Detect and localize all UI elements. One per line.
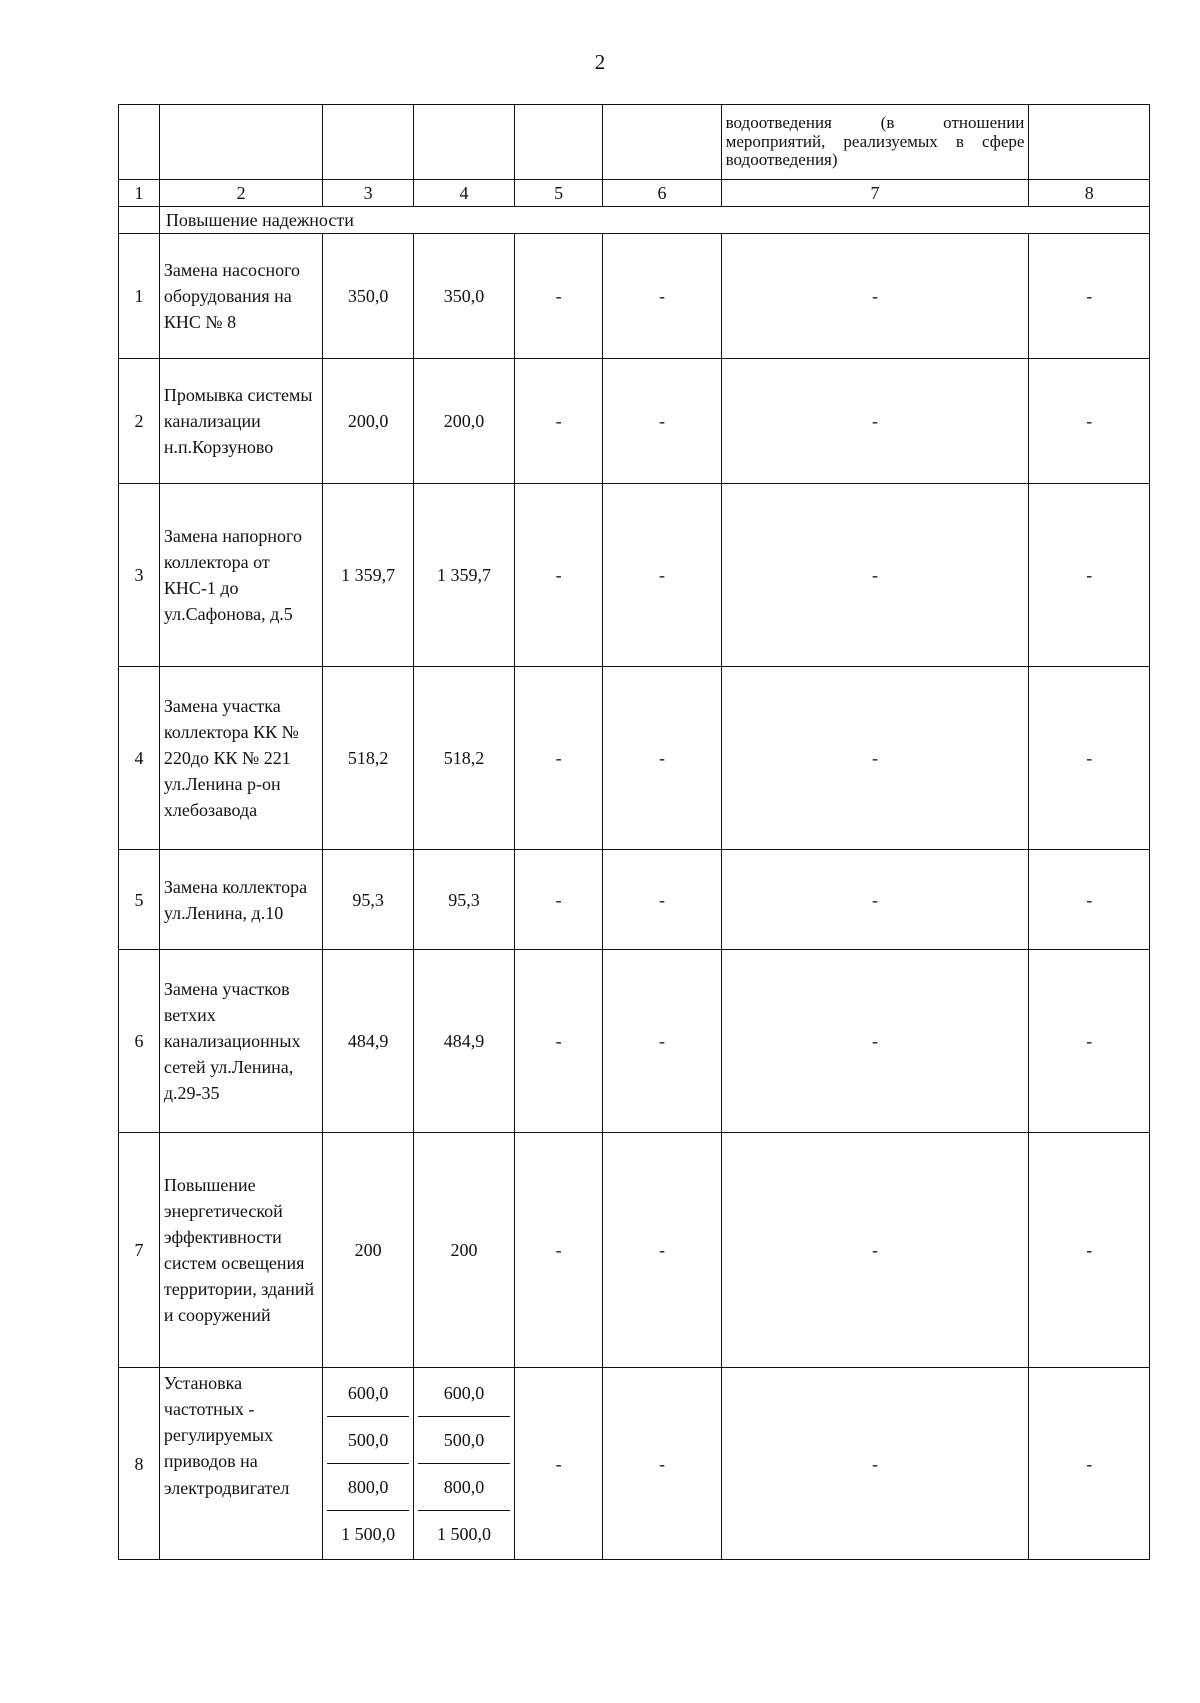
value-col4: 350,0 [413,234,514,359]
table-row [119,667,1150,850]
column-number: 4 [413,180,514,207]
measure-name: Установка частотных - регулируемых приводов на электродвигател [159,1368,323,1560]
value-col3-group [323,1368,413,1560]
value-col3: 484,9 [323,950,413,1133]
table-row [119,484,1150,667]
table-row [119,359,1150,484]
value-col3: 800,0 [327,1464,408,1511]
value-col5: - [515,484,603,667]
measures-table [118,104,1150,1560]
value-col7: - [721,850,1029,950]
value-col5: - [515,359,603,484]
value-col7: - [721,1133,1029,1368]
header-cell [119,105,160,180]
value-col3: 95,3 [323,850,413,950]
measure-name: Замена участков ветхих канализационных сетей ул.Ленина, д.29-35 [159,950,323,1133]
value-col3: 200,0 [323,359,413,484]
value-col6: - [603,667,721,850]
header-cell [323,105,413,180]
row-number: 7 [119,1133,160,1368]
value-col8: - [1029,950,1150,1133]
value-col4: 1 359,7 [413,484,514,667]
measure-name: Замена насосного оборудования на КНС № 8 [159,234,323,359]
value-col5: - [515,950,603,1133]
header-cell [1029,105,1150,180]
value-col8: - [1029,484,1150,667]
value-col3: 200 [323,1133,413,1368]
value-col8: - [1029,1133,1150,1368]
row-number: 4 [119,667,160,850]
value-col6: - [603,359,721,484]
section-empty-cell [119,207,160,234]
header-continuation-row [119,105,1150,180]
section-title: Повышение надежности [159,207,1149,234]
value-col8: - [1029,234,1150,359]
table-row [119,1133,1150,1368]
table-row [119,234,1150,359]
row-number: 1 [119,234,160,359]
column-numbers-row [119,180,1150,207]
value-col3: 350,0 [323,234,413,359]
value-col8: - [1029,850,1150,950]
value-col4: 1 500,0 [436,1524,491,1545]
value-col8: - [1029,667,1150,850]
table-row [119,950,1150,1133]
measure-name: Замена коллектора ул.Ленина, д.10 [159,850,323,950]
value-col7: - [721,484,1029,667]
header-cell [413,105,514,180]
value-col4-group [413,1368,514,1560]
value-col3: 518,2 [323,667,413,850]
section-row [119,207,1150,234]
column-number: 7 [721,180,1029,207]
value-col4: 800,0 [418,1464,510,1511]
column-number: 3 [323,180,413,207]
value-col6: - [603,484,721,667]
column-number: 2 [159,180,323,207]
value-col4: 200,0 [413,359,514,484]
table-row [119,850,1150,950]
value-col6: - [603,950,721,1133]
header-cell [603,105,721,180]
value-col7: - [721,950,1029,1133]
value-col3: 1 359,7 [323,484,413,667]
value-col5: - [515,1133,603,1368]
measure-name: Промывка системы канализации н.п.Корзуново [159,359,323,484]
value-col7: - [721,234,1029,359]
value-col4: 95,3 [413,850,514,950]
row-number: 2 [119,359,160,484]
column-number: 5 [515,180,603,207]
value-col5: - [515,234,603,359]
measure-name: Замена напорного коллектора от КНС-1 до ул.Сафонова, д.5 [159,484,323,667]
value-col3: 1 500,0 [341,1524,396,1545]
value-col8: - [1029,1368,1150,1560]
page-number: 2 [594,50,606,74]
value-col4: 518,2 [413,667,514,850]
header-cell [159,105,323,180]
value-col5: - [515,1368,603,1560]
column-number: 1 [119,180,160,207]
table-row [119,1368,1150,1560]
value-col6: - [603,234,721,359]
header-continuation-text: водоотведения (в отношении мероприятий, реализуемых в сфере водоотведения) [721,105,1029,180]
header-cell [515,105,603,180]
column-number: 8 [1029,180,1150,207]
value-col4: 500,0 [418,1417,510,1464]
value-col3: 600,0 [327,1370,408,1417]
value-col6: - [603,850,721,950]
value-col6: - [603,1133,721,1368]
measure-name: Повышение энергетической эффективности систем освещения территории, зданий и сооружений [159,1133,323,1368]
value-col7: - [721,359,1029,484]
column-number: 6 [603,180,721,207]
measure-name: Замена участка коллектора КК № 220до КК № 221 ул.Ленина р-он хлебозавода [159,667,323,850]
value-col7: - [721,667,1029,850]
value-col4: 200 [413,1133,514,1368]
value-col5: - [515,850,603,950]
row-number: 8 [119,1368,160,1560]
value-col6: - [603,1368,721,1560]
value-col3: 500,0 [327,1417,408,1464]
value-col8: - [1029,359,1150,484]
value-col7: - [721,1368,1029,1560]
row-number: 6 [119,950,160,1133]
value-col5: - [515,667,603,850]
row-number: 3 [119,484,160,667]
value-col4: 484,9 [413,950,514,1133]
row-number: 5 [119,850,160,950]
value-col4: 600,0 [418,1370,510,1417]
